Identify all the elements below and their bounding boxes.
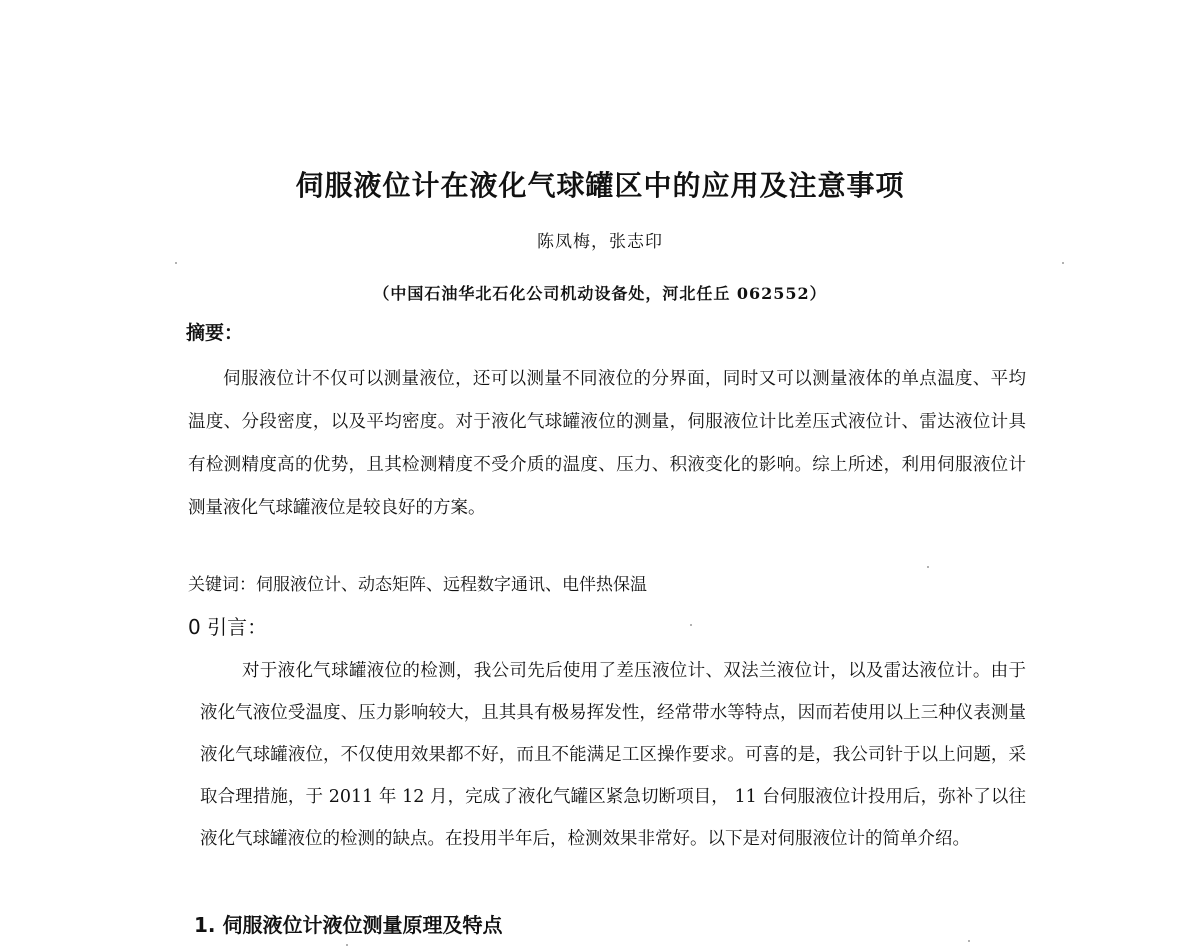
scan-speck — [346, 944, 348, 946]
scan-speck — [175, 262, 177, 264]
scan-speck — [968, 940, 970, 942]
abstract-heading: 摘要： — [186, 322, 244, 344]
section-1-heading: 1. 伺服液位计液位测量原理及特点 — [194, 913, 503, 937]
paper-affiliation: （中国石油华北石化公司机动设备处，河北任丘 062552） — [373, 284, 827, 303]
intro-body: 对于液化气球罐液位的检测，我公司先后使用了差压液位计、双法兰液位计，以及雷达液位计。由于液化气液位受温度、压力影响较大，且其具有极易挥发性，经常带水等特点，因而若使用以上三种仪表测量液化气球罐液位，不仅使用效果都不好，而且不能满足工区操作要求。可喜的是，我公司针于以上问题，采取合理措施，于 2011 年 12 月，完成了液化气罐区紧急切断项目， 11 台伺服液位计投用后，弥补了以往液化气球罐液位的检测的缺点。在投用半年后，检测效果非常好。以下是对伺服液位计的简单介绍。 — [200, 661, 1026, 849]
paper-authors: 陈凤梅，张志印 — [537, 232, 663, 252]
intro-heading: 0 引言： — [188, 615, 268, 639]
abstract-body: 伺服液位计不仅可以测量液位，还可以测量不同液位的分界面，同时又可以测量液体的单点温度、平均温度、分段密度，以及平均密度。对于液化气球罐液位的测量，伺服液位计比差压式液位计、雷达液位计具有检测精度高的优势，且其检测精度不受介质的温度、压力、积液变化的影响。综上所述，利用伺服液位计测量液化气球罐液位是较良好的方案。 — [188, 369, 1026, 518]
paper-title: 伺服液位计在液化气球罐区中的应用及注意事项 — [295, 169, 905, 202]
scan-speck — [690, 624, 692, 626]
scan-speck — [1062, 262, 1064, 264]
keywords-line: 关键词：伺服液位计、动态矩阵、远程数字通讯、电伴热保温 — [188, 575, 647, 595]
scan-speck — [927, 566, 929, 568]
